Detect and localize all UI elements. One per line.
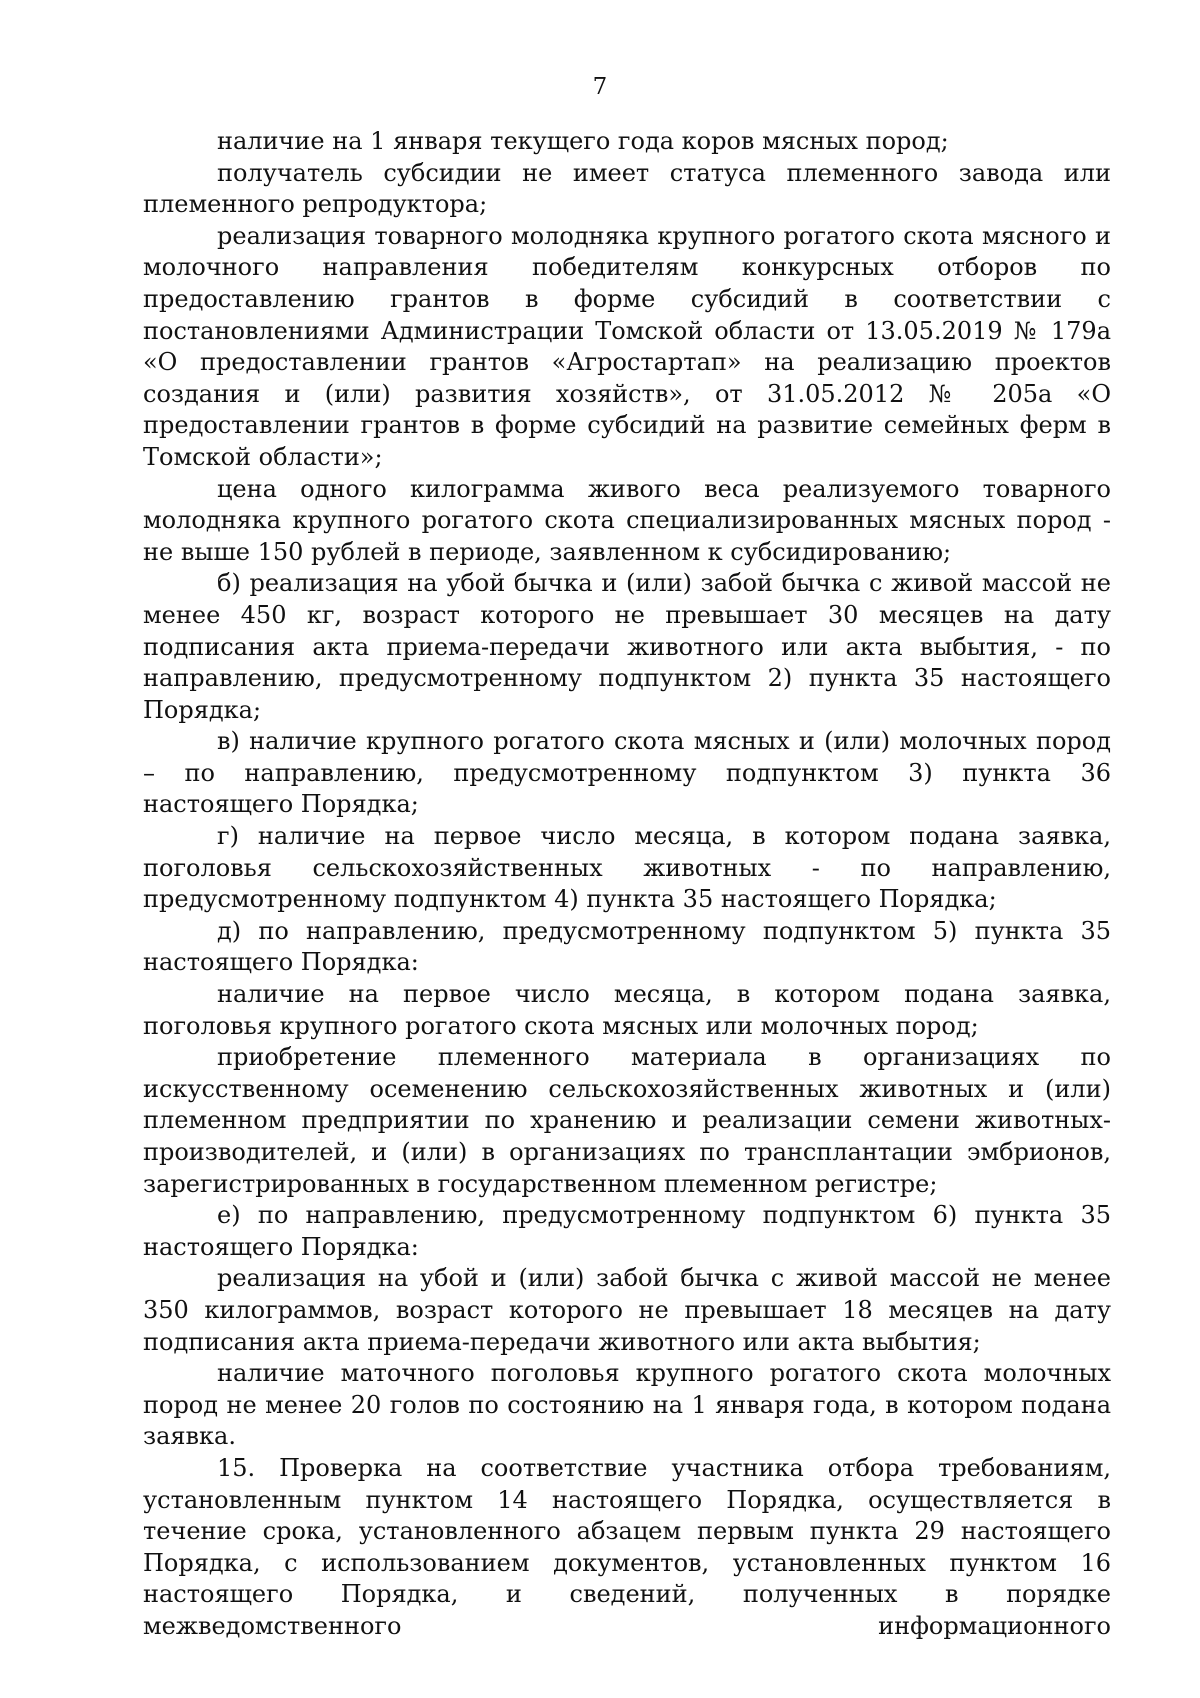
paragraph-price-limit: цена одного килограмма живого веса реализуемого товарного молодняка крупного рогатого скота специализированных мясных пород - не выше 150 рублей в периоде, заявленном к субсидированию; — [143, 474, 1111, 566]
paragraph-item-b: б) реализация на убой бычка и (или) забой бычка с живой массой не менее 450 кг, возраст которого не превышает 30 месяцев на дату подписания акта приема-передачи животного или акта выбытия, - по направлению, предусмотренному подпунктом 2) пункта 35 настоящего Порядка; — [143, 569, 1111, 724]
paragraph-no-breeding-status: получатель субсидии не имеет статуса племенного завода или племенного репродуктора; — [143, 158, 1111, 219]
paragraph-item-15: 15. Проверка на соответствие участника отбора требованиям, установленным пунктом 14 настоящего Порядка, осуществляется в течение срока, установленного абзацем первым пункта 29 настоящего Порядка, с использованием документов, установленных пунктом 16 настоящего Порядка, и сведений, полученных в порядке межведомственного информационного — [143, 1453, 1111, 1640]
document-body — [143, 126, 1111, 1643]
paragraph-item-v: в) наличие крупного рогатого скота мясных и (или) молочных пород – по направлению, предусмотренному подпунктом 3) пункта 36 настоящего Порядка; — [143, 727, 1111, 819]
paragraph-bull-slaughter: реализация на убой и (или) забой бычка с живой массой не менее 350 килограммов, возраст которого не превышает 18 месяцев на дату подписания акта приема-передачи животного или акта выбытия; — [143, 1264, 1111, 1356]
paragraph-dairy-herd: наличие маточного поголовья крупного рогатого скота молочных пород не менее 20 голов по состоянию на 1 января года, в котором подана заявка. — [143, 1359, 1111, 1451]
page-number: 7 — [592, 74, 608, 100]
paragraph-breeding-material: приобретение племенного материала в организациях по искусственному осеменению сельскохозяйственных животных и (или) племенном предприятии по хранению и реализации семени животных-производителей, и (или) в организациях по трансплантации эмбрионов, зарегистрированных в государственном племенном регистре; — [143, 1043, 1111, 1198]
paragraph-young-stock-sale: реализация товарного молодняка крупного рогатого скота мясного и молочного направления победителям конкурсных отборов по предоставлению грантов в форме субсидий в соответствии с постановлениями Администрации Томской области от 13.05.2019 № 179а «О предоставлении грантов «Агростартап» на реализацию проектов создания и (или) развития хозяйств», от 31.05.2012 № 205а «О предоставлении грантов в форме субсидий на развитие семейных ферм в Томской области»; — [143, 221, 1111, 471]
paragraph-item-g: г) наличие на первое число месяца, в котором подана заявка, поголовья сельскохозяйственных животных - по направлению, предусмотренному подпунктом 4) пункта 35 настоящего Порядка; — [143, 822, 1111, 914]
paragraph-item-e: е) по направлению, предусмотренному подпунктом 6) пункта 35 настоящего Порядка: — [143, 1201, 1111, 1261]
paragraph-cattle-headcount: наличие на первое число месяца, в котором подана заявка, поголовья крупного рогатого скота мясных или молочных пород; — [143, 980, 1111, 1040]
paragraph-item-d: д) по направлению, предусмотренному подпунктом 5) пункта 35 настоящего Порядка: — [143, 916, 1111, 977]
paragraph-cows-meat-breeds: наличие на 1 января текущего года коров мясных пород; — [217, 127, 949, 155]
